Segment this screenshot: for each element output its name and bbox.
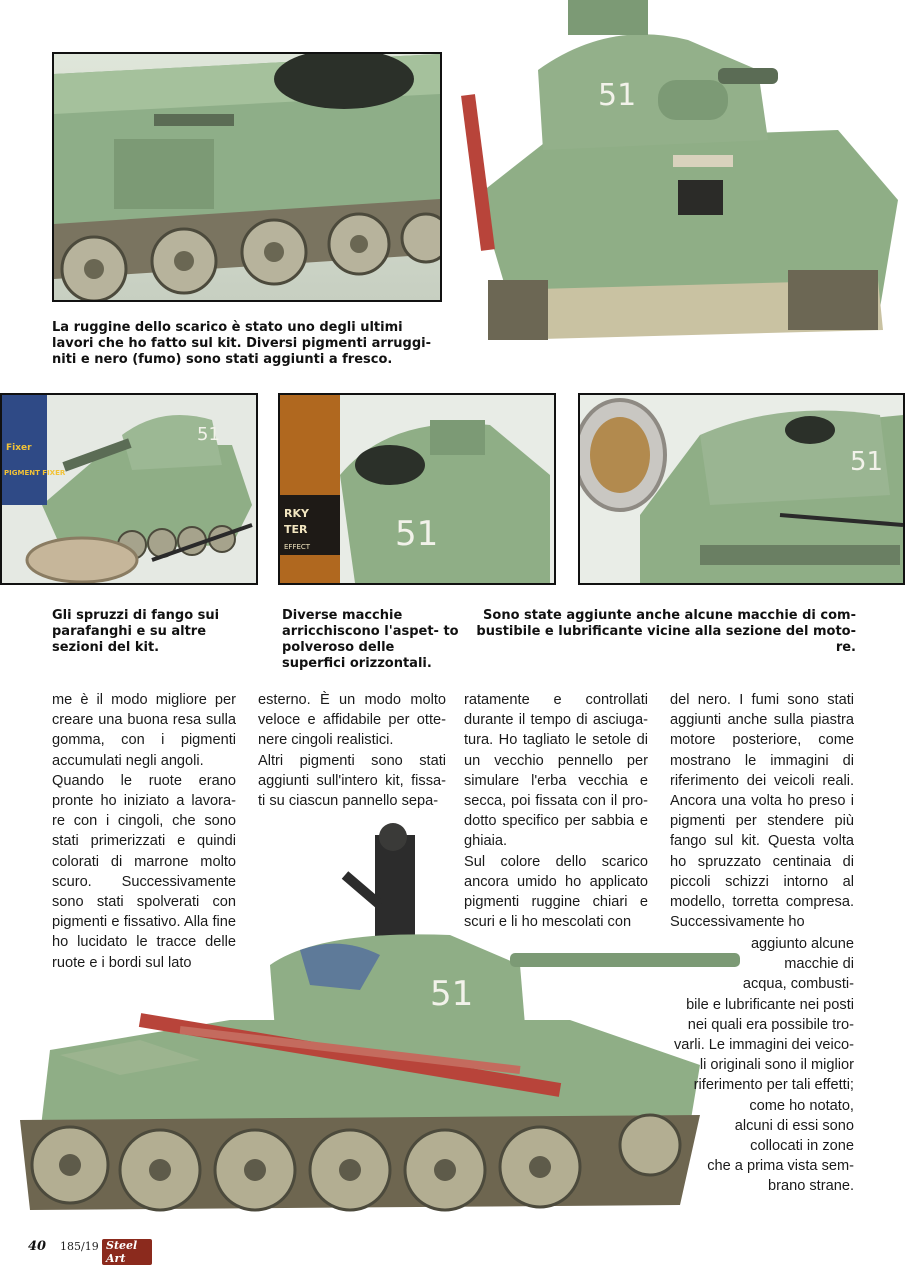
- photo-tank-front: [458, 0, 905, 385]
- paragraph: Quando le ruote erano pronte ho iniziato a lavora- re con i cingoli, che sono stati primerizzati e quindi colorati di marrone molto scuro. Successivamente sono stati spolverati con pigmenti e fissativo. Alla fine ho lucidato le tracce delle ruote e i bordi sul lato: [52, 772, 236, 971]
- wrap-line: collocati in zone: [750, 1138, 854, 1155]
- photo-fuel-stains: [578, 393, 905, 585]
- turret-number-1: 51: [197, 424, 220, 445]
- jar-label-effect: EFFECT: [284, 543, 311, 551]
- wrap-line: macchie di: [784, 956, 854, 973]
- wrap-line: aggiunto alcune: [750, 936, 854, 952]
- paragraph: me è il modo migliore per creare una buona resa sulla gomma, con i pigmenti accumulati negli angoli.: [52, 692, 236, 769]
- jar-label-ter: TER: [284, 523, 308, 536]
- wrap-line: riferimento per tali effetti;: [693, 1077, 854, 1094]
- paragraph: ratamente e controllati durante il tempo di asciuga- tura. Ho tagliato le setole di un vecchio pennello per simulare l'erba vecchia e secca, poi fissata con il pro- dotto specifico per sabbia e ghiaia.: [464, 692, 648, 850]
- issue-number: 185/19: [60, 1240, 99, 1253]
- text-column-2: [258, 690, 446, 811]
- photo-dust-stains: [278, 393, 556, 585]
- paragraph: esterno. È un modo molto veloce e affidabile per otte- nere cingoli realistici.: [258, 692, 446, 749]
- big-turret-number: 51: [598, 78, 637, 113]
- photo-hull-exhaust-detail: [52, 52, 442, 302]
- jar-label-pigment-fixer: PIGMENT FIXER: [4, 469, 66, 477]
- page-footer: [22, 1236, 152, 1265]
- caption-exhaust: La ruggine dello scarico è stato uno degli ultimi lavori che ho fatto sul kit. Diversi pigmenti arruggi- niti e nero (fumo) sono stati aggiunti a fresco.: [52, 320, 431, 367]
- wrap-line: alcuni di essi sono: [734, 1117, 854, 1134]
- turret-number-2: 51: [395, 514, 439, 554]
- turret-number-3: 51: [850, 447, 884, 477]
- caption-fuel: Sono state aggiunte anche alcune macchie di com- bustibile e lubrificante vicine alla sezione del moto- re.: [476, 608, 856, 655]
- caption-dust: Diverse macchie arricchiscono l'aspet- to polveroso delle superfici orizzontali.: [282, 608, 459, 671]
- wrap-line: come ho notato,: [749, 1097, 854, 1114]
- paragraph: Altri pigmenti sono stati aggiunti sull'intero kit, fissa- ti su ciascun pannello sepa-: [258, 752, 446, 810]
- paragraph: Sul colore dello scarico ancora umido ho applicato pigmenti ruggine chiari e scuri e li ho mescolati con: [464, 853, 648, 931]
- wrap-line: varli. Le immagini dei veico-: [673, 1037, 854, 1054]
- wrap-line: che a prima vista sem-: [707, 1158, 854, 1175]
- jar-label-fixer: Fixer: [6, 443, 32, 453]
- wrap-line: acqua, combusti-: [742, 976, 854, 993]
- wrap-line: brano strane.: [768, 1178, 854, 1195]
- bottom-turret-number: 51: [430, 974, 474, 1014]
- page-number: 40: [28, 1239, 47, 1254]
- wrap-line: bile e lubrificante nei posti: [686, 996, 854, 1013]
- magazine-logo: Steel Art: [102, 1239, 152, 1265]
- wrap-line: li originali sono il miglior: [699, 1057, 854, 1074]
- wrap-line: nei quali era possibile tro-: [687, 1016, 854, 1033]
- text-column-4-wrap: [600, 934, 854, 1197]
- photo-mud-splatter: [0, 393, 258, 585]
- jar-label-rky: RKY: [284, 507, 309, 520]
- caption-mud: Gli spruzzi di fango sui parafanghi e su altre sezioni del kit.: [52, 608, 220, 655]
- paragraph: del nero. I fumi sono stati aggiunti anche sulla piastra motore posteriore, come mostrano le immagini di riferimento dei veicoli reali. Ancora una volta ho preso i pigmenti per stendere più fango sul kit. Questa volta ho spruzzato centinaia di piccoli schizzi intorno al modello, torretta compresa. Successivamente ho: [670, 692, 854, 931]
